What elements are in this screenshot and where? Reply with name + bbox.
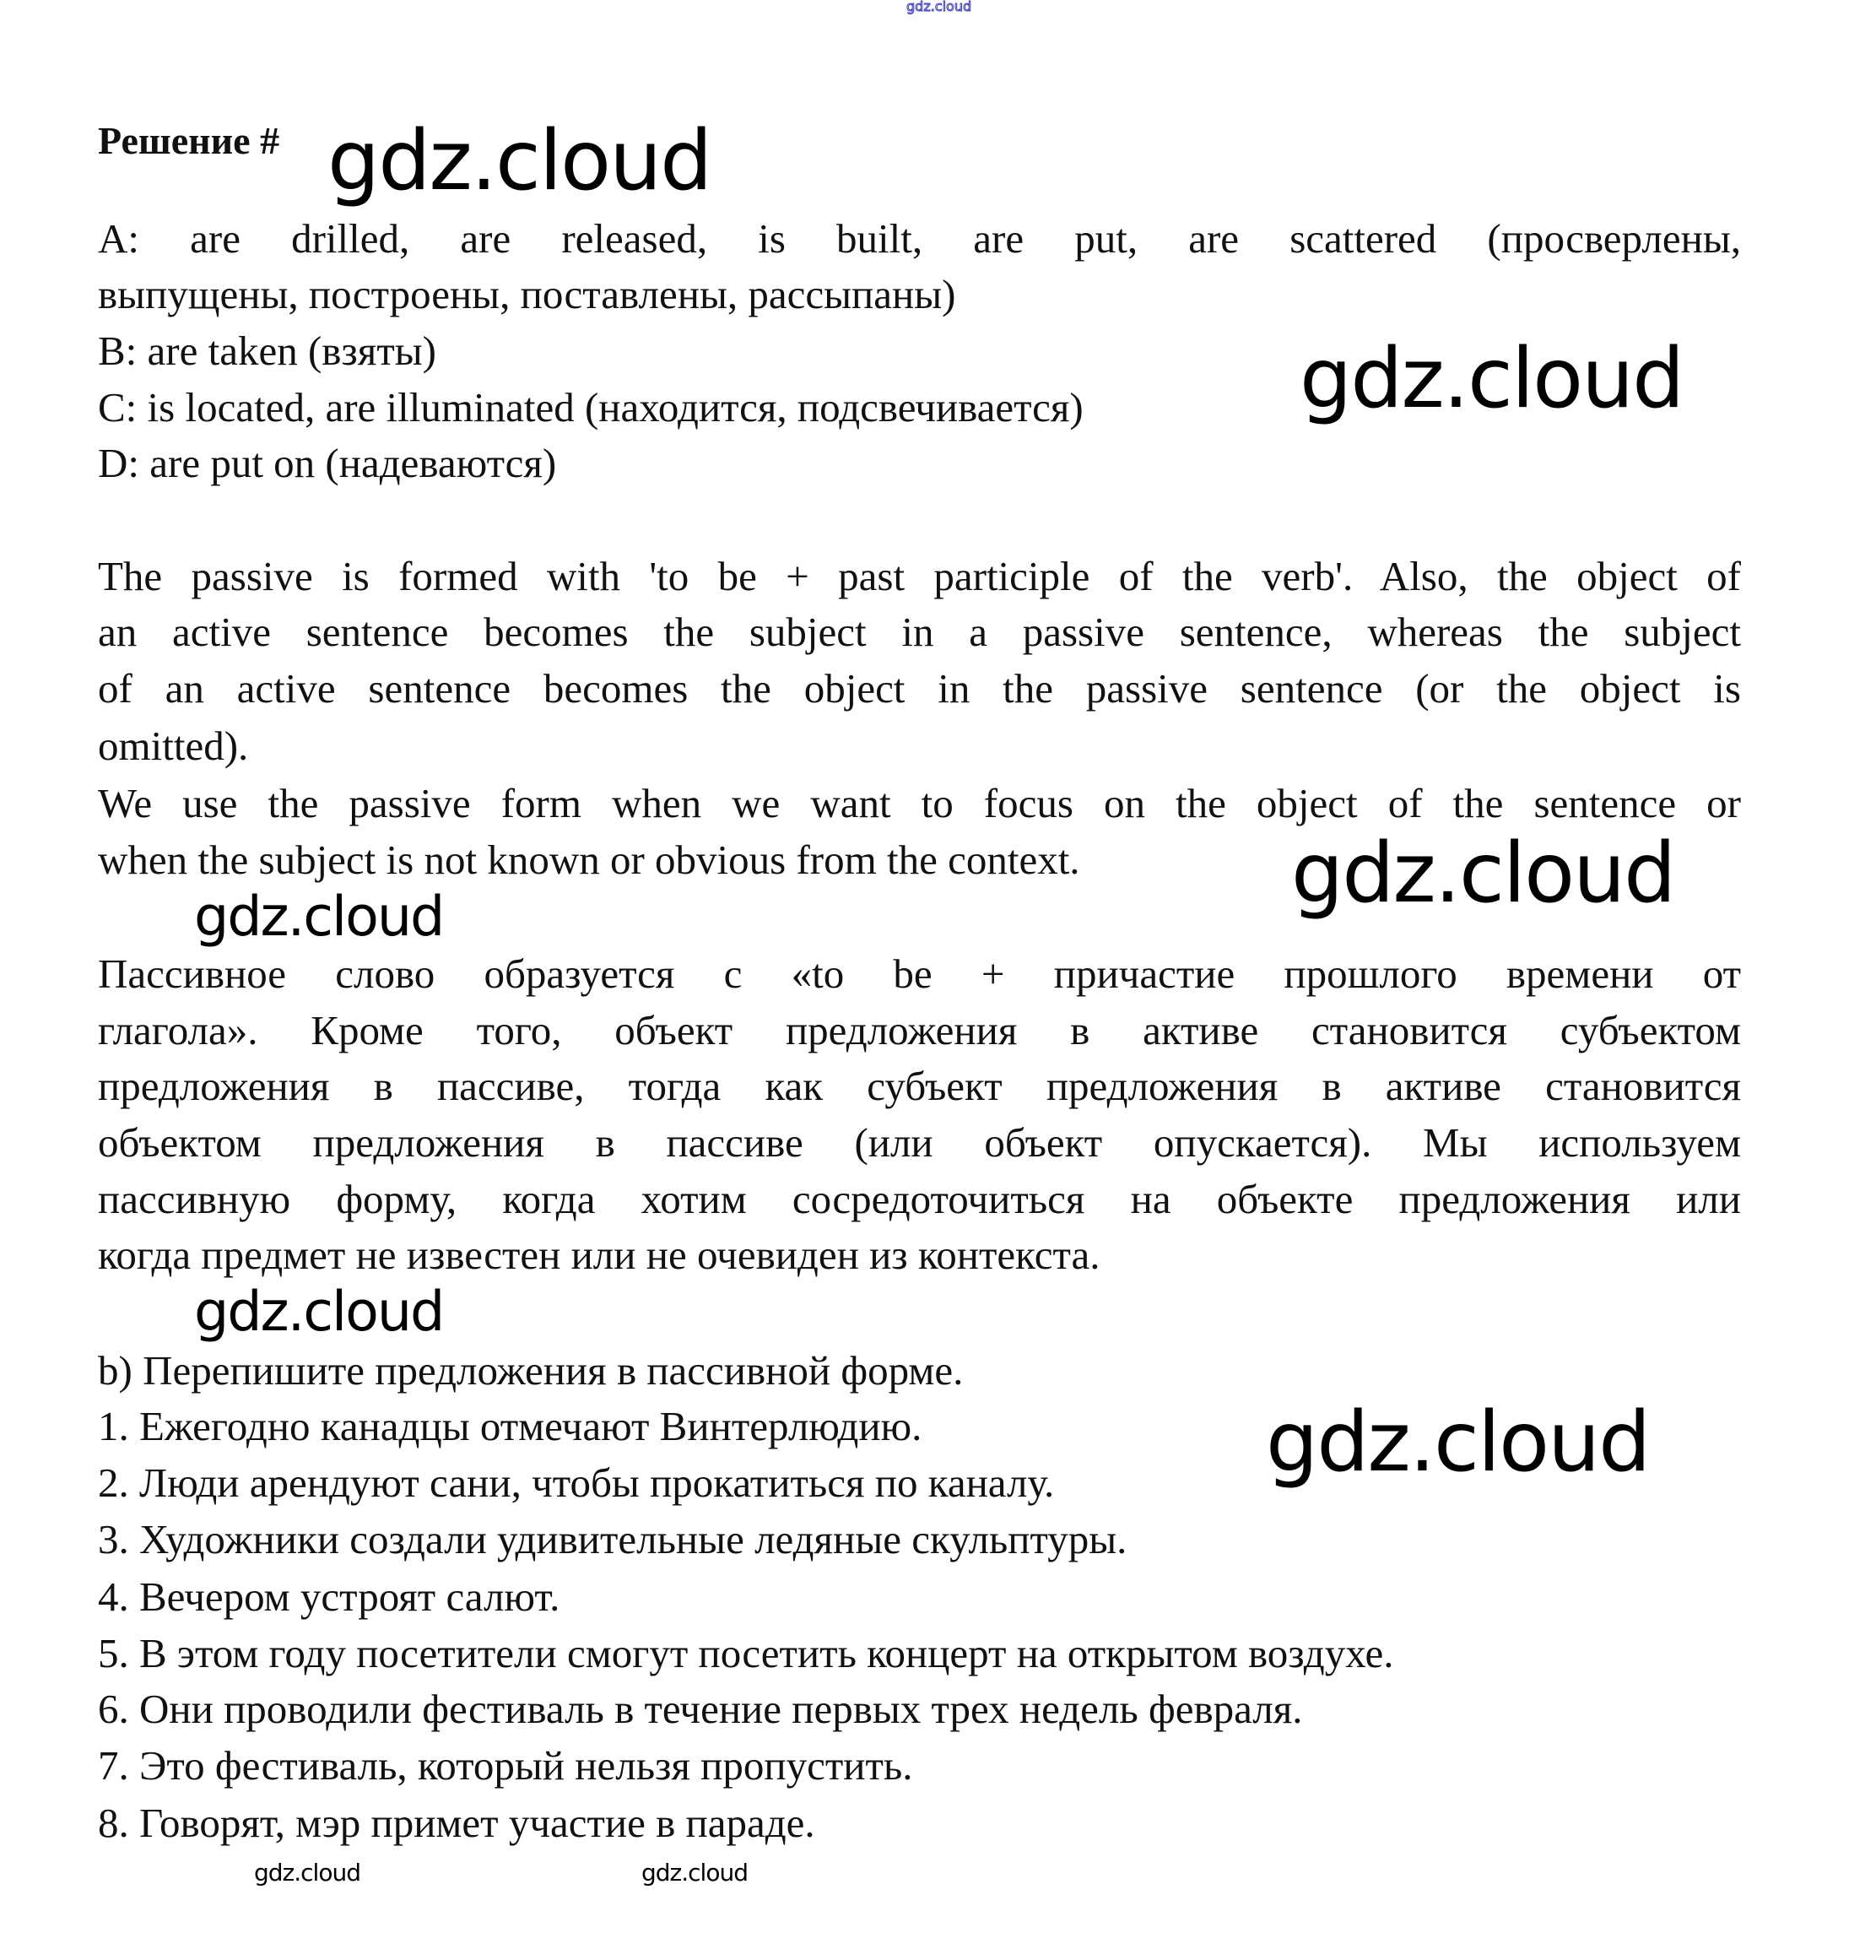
answer-line: C: is located, are illuminated (находится, подсвечивается) — [98, 384, 1084, 430]
task-item: 7. Это фестиваль, который нельзя пропустить. — [98, 1742, 913, 1789]
explanation-en-line: We use the passive form when we want to focus on the object of the sentence or — [98, 780, 1741, 826]
watermark: gdz.cloud — [194, 1280, 444, 1344]
answer-line: D: are put on (надеваются) — [98, 440, 557, 486]
watermark: gdz.cloud — [194, 885, 444, 949]
solution-heading: Решение # — [98, 119, 280, 162]
watermark: gdz.cloud — [641, 1859, 748, 1887]
task-item: 6. Они проводили фестиваль в течение первых трех недель февраля. — [98, 1686, 1303, 1732]
task-item: 5. В этом году посетители смогут посетить концерт на открытом воздухе. — [98, 1630, 1394, 1676]
answer-line: A: are drilled, are released, is built, are put, are scattered (просверлены, — [98, 215, 1741, 262]
explanation-en-line: of an active sentence becomes the object in the passive sentence (or the object is — [98, 665, 1741, 712]
explanation-en-line: when the subject is not known or obvious from the context. — [98, 837, 1080, 883]
task-item: 1. Ежегодно канадцы отмечают Винтерлюдию. — [98, 1403, 922, 1449]
explanation-ru-line: Пассивное слово образуется с «to be + причастие прошлого времени от — [98, 950, 1741, 997]
explanation-ru-line: объектом предложения в пассиве (или объект опускается). Мы используем — [98, 1119, 1741, 1166]
explanation-en-line: an active sentence becomes the subject in a passive sentence, whereas the subject — [98, 609, 1741, 655]
task-item: 4. Вечером устроят салют. — [98, 1573, 560, 1620]
answer-line: B: are taken (взяты) — [98, 328, 436, 374]
watermark: gdz.cloud — [327, 113, 711, 209]
explanation-ru-line: глагола». Кроме того, объект предложения в активе становится субъектом — [98, 1007, 1741, 1053]
explanation-ru-line: когда предмет не известен или не очевиден из контекста. — [98, 1232, 1100, 1278]
watermark: gdz.cloud — [906, 0, 972, 14]
task-item: 3. Художники создали удивительные ледяные скульптуры. — [98, 1516, 1127, 1562]
explanation-en-line: The passive is formed with 'to be + past participle of the verb'. Also, the object of — [98, 553, 1741, 599]
explanation-ru-line: пассивную форму, когда хотим сосредоточиться на объекте предложения или — [98, 1176, 1741, 1222]
watermark: gdz.cloud — [254, 1859, 360, 1887]
watermark: gdz.cloud — [1291, 826, 1675, 922]
task-item: 8. Говорят, мэр примет участие в параде. — [98, 1800, 815, 1846]
task-b-title: b) Перепишите предложения в пассивной форме. — [98, 1347, 964, 1394]
watermark: gdz.cloud — [1266, 1394, 1650, 1491]
answer-line: выпущены, построены, поставлены, рассыпаны) — [98, 271, 956, 317]
explanation-en-line: omitted). — [98, 723, 249, 769]
watermark: gdz.cloud — [1300, 331, 1684, 427]
task-item: 2. Люди арендуют сани, чтобы прокатиться по каналу. — [98, 1459, 1055, 1506]
explanation-ru-line: предложения в пассиве, тогда как субъект предложения в активе становится — [98, 1063, 1741, 1109]
